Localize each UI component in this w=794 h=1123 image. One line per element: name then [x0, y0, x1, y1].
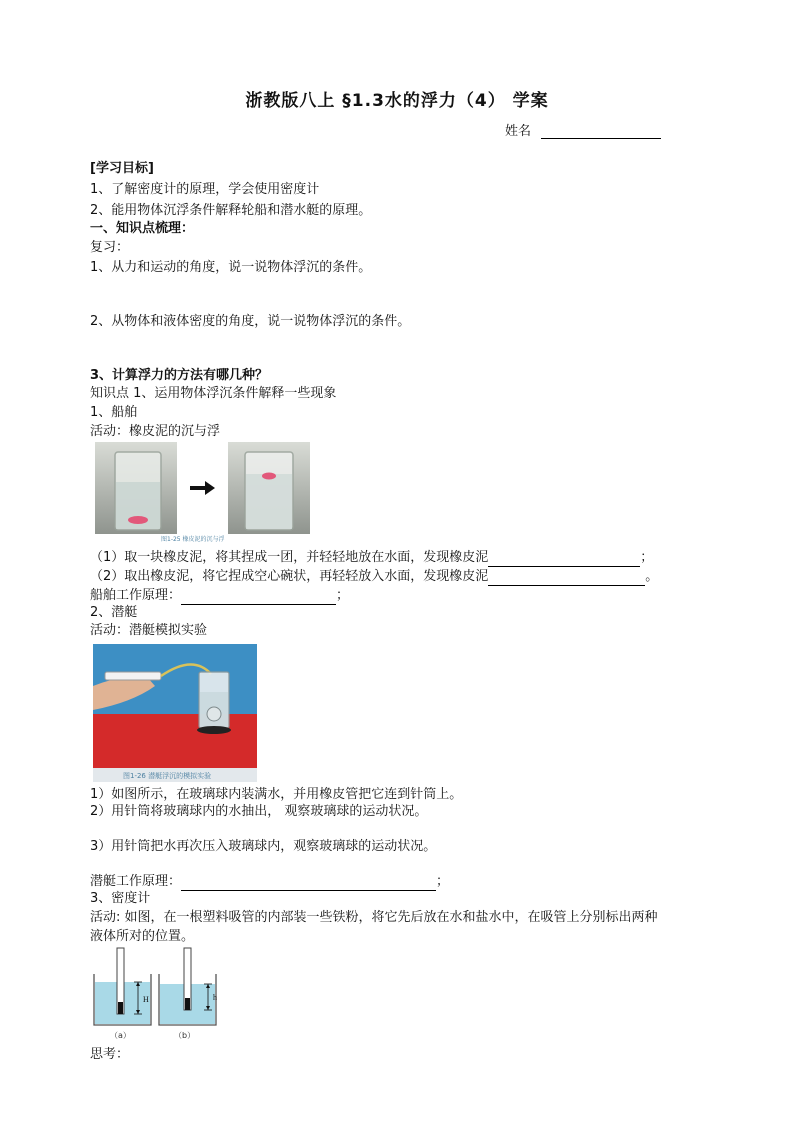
submarine-step-3: 3）用针筒把水再次压入玻璃球内，观察玻璃球的运动状况。 [90, 839, 437, 854]
label-b: （b） [174, 1031, 196, 1040]
ship-step-1: （1）取一块橡皮泥，将其捏成一团，并轻轻地放在水面，发现橡皮泥 ； [90, 550, 654, 565]
name-blank[interactable] [541, 124, 661, 139]
submarine-heading: 2、潜艇 [90, 605, 138, 620]
label-h: h [213, 993, 217, 1002]
ship-heading: 1、船舶 [90, 405, 138, 420]
review-question-2: 2、从物体和液体密度的角度，说一说物体浮沉的条件。 [90, 314, 411, 329]
page-title: 浙教版八上 §1.3水的浮力（4） 学案 [245, 91, 549, 111]
hydrometer-activity-line-2: 液体所对的位置。 [90, 929, 195, 944]
submarine-activity: 活动：潜艇模拟实验 [90, 623, 208, 638]
ship-step-1-blank[interactable] [488, 552, 640, 567]
figure-hydrometer [92, 946, 240, 1042]
think-label: 思考： [90, 1047, 130, 1062]
name-label: 姓名 [505, 124, 532, 139]
ship-step-2: （2）取出橡皮泥，将它捏成空心碗状，再轻轻放入水面，发现橡皮泥 。 [90, 569, 659, 584]
name-field [505, 120, 661, 139]
ship-principle: 船舶工作原理： ； [90, 588, 350, 603]
figure-plasticine [95, 442, 310, 542]
submarine-principle-blank[interactable] [181, 876, 436, 891]
hydrometer-diagram [92, 946, 240, 1042]
hydrometer-heading: 3、密度计 [90, 891, 151, 906]
label-H: H [143, 995, 149, 1004]
ship-step-2-blank[interactable] [488, 571, 645, 586]
hydrometer-activity-line-1: 活动: 如图，在一根塑料吸管的内部装一些铁粉，将它先后放在水和盐水中，在吸管上分别标出两种 [90, 910, 658, 925]
label-a: （a） [110, 1031, 131, 1040]
knowledge-point-1: 知识点 1、运用物体浮沉条件解释一些现象 [90, 386, 337, 401]
section-heading-knowledge: 一、知识点梳理： [90, 221, 195, 236]
review-question-3: 3、计算浮力的方法有哪几种？ [90, 368, 269, 383]
objective-2: 2、能用物体沉浮条件解释轮船和潜水艇的原理。 [90, 203, 372, 218]
submarine-step-1: 1）如图所示，在玻璃球内装满水，并用橡皮管把它连到针筒上。 [90, 787, 463, 802]
review-label: 复习： [90, 240, 130, 255]
objective-1: 1、了解密度计的原理，学会使用密度计 [90, 182, 320, 197]
ship-principle-blank[interactable] [181, 590, 336, 605]
objectives-heading: [学习目标] [90, 161, 154, 176]
figure-26-caption: 图1-26 潜艇浮沉的模拟实验 [123, 772, 212, 780]
submarine-step-2: 2）用针筒将玻璃球内的水抽出， 观察玻璃球的运动状况。 [90, 804, 428, 819]
figure-submarine [93, 644, 257, 782]
ship-activity: 活动：橡皮泥的沉与浮 [90, 424, 221, 439]
plasticine-photo [95, 442, 310, 542]
review-question-1: 1、从力和运动的角度，说一说物体浮沉的条件。 [90, 260, 372, 275]
submarine-photo [93, 644, 257, 768]
figure-25-caption: 图1-25 橡皮泥的沉与浮 [161, 536, 225, 543]
submarine-principle: 潜艇工作原理： ； [90, 874, 450, 889]
